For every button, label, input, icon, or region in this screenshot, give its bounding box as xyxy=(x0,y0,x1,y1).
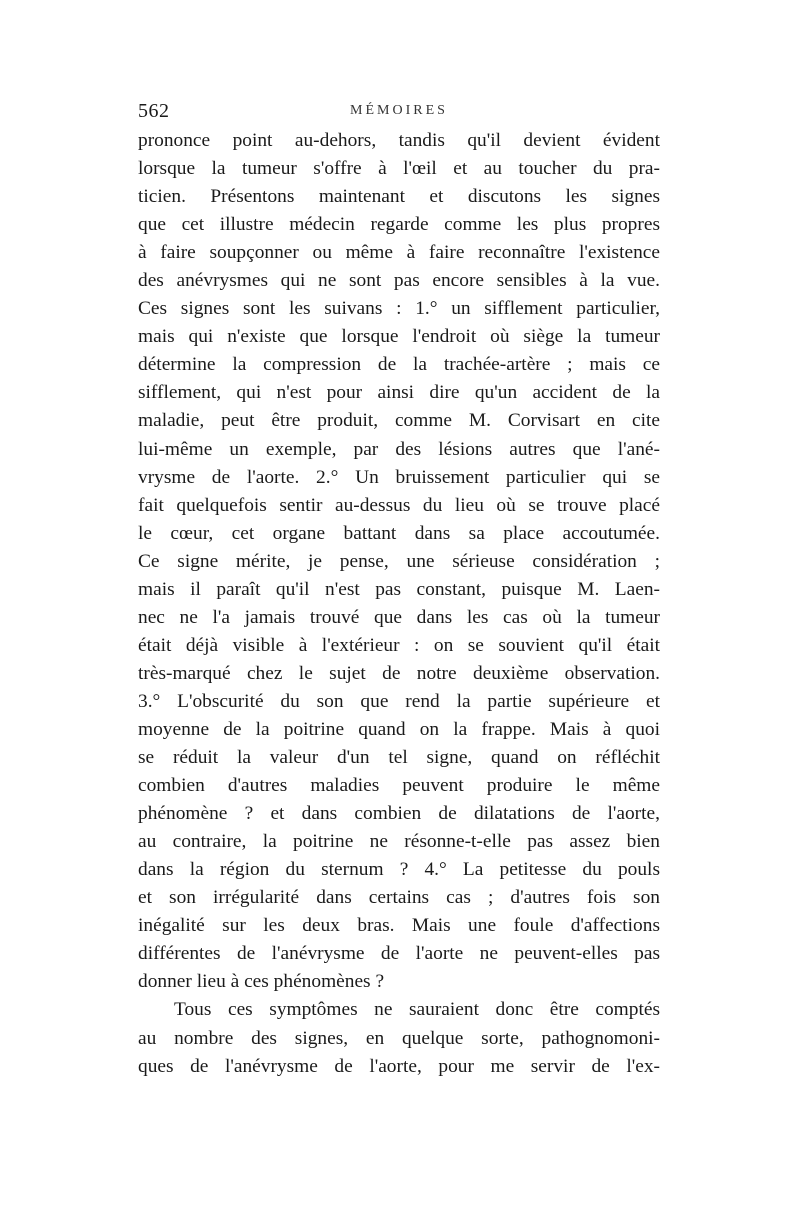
text-line: que cet illustre médecin regarde comme les plus propres xyxy=(138,214,660,236)
text-line: ticien. Présentons maintenant et discutons les signes xyxy=(138,186,660,208)
text-line: des anévrysmes qui ne sont pas encore sensibles à la vue. xyxy=(138,270,660,292)
text-line: vrysme de l'aorte. 2.° Un bruissement particulier qui se xyxy=(138,466,660,488)
text-line: inégalité sur les deux bras. Mais une foule d'affections xyxy=(138,915,660,937)
text-line: le cœur, cet organe battant dans sa place accoutumée. xyxy=(138,522,660,544)
text-line: ques de l'anévrysme de l'aorte, pour me servir de l'ex- xyxy=(138,1055,660,1077)
text-line: au contraire, la poitrine ne résonne-t-elle pas assez bien xyxy=(138,831,660,853)
text-line: lorsque la tumeur s'offre à l'œil et au toucher du pra- xyxy=(138,158,660,180)
body-text xyxy=(138,127,660,1081)
text-line: était déjà visible à l'extérieur : on se souvient qu'il était xyxy=(138,634,660,656)
text-line: mais qui n'existe que lorsque l'endroit où siège la tumeur xyxy=(138,326,660,348)
text-line: différentes de l'anévrysme de l'aorte ne peuvent-elles pas xyxy=(138,943,660,965)
text-line: combien d'autres maladies peuvent produire le même xyxy=(138,775,660,797)
text-line: lui-même un exemple, par des lésions autres que l'ané- xyxy=(138,438,660,460)
text-line: Ce signe mérite, je pense, une sérieuse considération ; xyxy=(138,550,660,572)
text-line: maladie, peut être produit, comme M. Corvisart en cite xyxy=(138,410,660,432)
text-line: Tous ces symptômes ne sauraient donc être comptés xyxy=(174,999,660,1021)
text-line: au nombre des signes, en quelque sorte, pathognomoni- xyxy=(138,1027,660,1049)
text-line: et son irrégularité dans certains cas ; d'autres fois son xyxy=(138,887,660,909)
running-title: MÉMOIRES xyxy=(350,103,448,118)
text-line: fait quelquefois sentir au-dessus du lieu où se trouve placé xyxy=(138,494,660,516)
text-line: prononce point au-dehors, tandis qu'il devient évident xyxy=(138,130,660,151)
text-line: se réduit la valeur d'un tel signe, quand on réfléchit xyxy=(138,747,660,769)
text-line: mais il paraît qu'il n'est pas constant, puisque M. Laen- xyxy=(138,578,660,600)
text-line: moyenne de la poitrine quand on la frappe. Mais à quoi xyxy=(138,718,660,740)
text-line: nec ne l'a jamais trouvé que dans les cas où la tumeur xyxy=(138,606,660,628)
text-line: Ces signes sont les suivans : 1.° un sifflement particulier, xyxy=(138,298,660,320)
text-line: donner lieu à ces phénomènes ? xyxy=(138,971,385,993)
text-line: phénomène ? et dans combien de dilatations de l'aorte, xyxy=(138,803,660,825)
text-line: détermine la compression de la trachée-artère ; mais ce xyxy=(138,354,660,376)
text-line: sifflement, qui n'est pour ainsi dire qu'un accident de la xyxy=(138,382,660,404)
text-line: 3.° L'obscurité du son que rend la partie supérieure et xyxy=(138,690,660,712)
text-line: à faire soupçonner ou même à faire reconnaître l'existence xyxy=(138,242,660,264)
text-line: très-marqué chez le sujet de notre deuxième observation. xyxy=(138,662,660,684)
text-line: dans la région du sternum ? 4.° La petitesse du pouls xyxy=(138,859,660,881)
page-number: 562 xyxy=(138,100,170,122)
page-header xyxy=(138,96,660,126)
